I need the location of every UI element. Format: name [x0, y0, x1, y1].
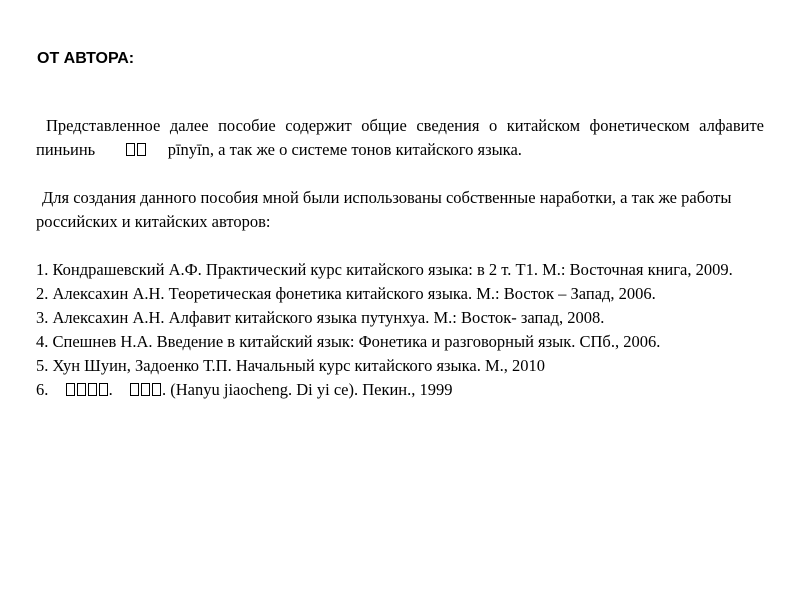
intro-paragraph: [36, 114, 764, 162]
cjk-glyph-placeholder: [126, 143, 135, 156]
cjk-glyph-placeholder: [141, 383, 150, 396]
cjk-glyph-placeholder: [66, 383, 75, 396]
reference-item: 4. Спешнев Н.А. Введение в китайский язык: Фонетика и разговорный язык. СПб., 2006.: [36, 332, 661, 351]
reference-item: 5. Хун Шуин, Задоенко Т.П. Начальный курс китайского языка. М., 2010: [36, 356, 546, 375]
intro-text-before: Представленное далее пособие содержит общие сведения о китайском фонетическом алфавите пиньинь: [36, 116, 764, 159]
cjk-glyph-placeholder: [152, 383, 161, 396]
cjk-glyph-placeholder: [88, 383, 97, 396]
slide-title: ОТ АВТОРА:: [37, 50, 135, 67]
intro-text-after: pīnyīn, а так же о системе тонов китайского языка.: [167, 140, 522, 159]
reference-item: 1. Кондрашевский А.Ф. Практический курс китайского языка: в 2 т. Т1. М.: Восточная книга, 2009.: [36, 260, 733, 279]
reference-6-volume-hanzi-placeholder: [129, 378, 162, 402]
reference-6-number: 6.: [36, 380, 49, 399]
reference-6-rest: . (Hanyu jiaocheng. Di yi ce). Пекин., 1999: [162, 380, 453, 399]
reference-6-separator: .: [108, 380, 113, 399]
cjk-glyph-placeholder: [130, 383, 139, 396]
reference-item: 3. Алексахин А.Н. Алфавит китайского языка путунхуа. М.: Восток- запад, 2008.: [36, 308, 605, 327]
cjk-glyph-placeholder: [99, 383, 108, 396]
pinyin-hanzi-placeholder: [115, 138, 147, 162]
reference-item-6: [36, 378, 764, 402]
sources-intro-paragraph: Для создания данного пособия мной были использованы собственные наработки, а так же работы российских и китайских авторов:: [36, 188, 732, 231]
cjk-glyph-placeholder: [77, 383, 86, 396]
references-list: [36, 258, 764, 402]
cjk-glyph-placeholder: [137, 143, 146, 156]
reference-6-title-hanzi-placeholder: [65, 378, 109, 402]
slide-body: [36, 114, 764, 402]
reference-item: 2. Алексахин А.Н. Теоретическая фонетика китайского языка. М.: Восток – Запад, 2006.: [36, 284, 656, 303]
